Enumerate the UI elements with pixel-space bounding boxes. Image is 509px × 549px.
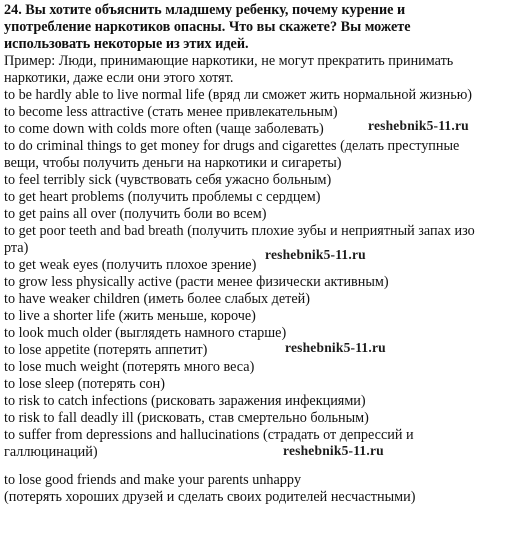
item-line: галлюцинаций) (4, 444, 98, 460)
final-line-2: (потерять хороших друзей и сделать своих родителей несчастными) (4, 489, 416, 505)
item-line: to do criminal things to get money for drugs and cigarettes (делать преступные (4, 138, 460, 154)
exercise-heading-line-3: использовать некоторые из этих идей. (4, 36, 249, 52)
example-line-1: Пример: Люди, принимающие наркотики, не могут прекратить принимать (4, 53, 454, 69)
item-line: to have weaker children (иметь более слабых детей) (4, 291, 310, 307)
item-line: to get heart problems (получить проблемы с сердцем) (4, 189, 321, 205)
exercise-heading-line-2: употребление наркотиков опасны. Что вы скажете? Вы можете (4, 19, 411, 35)
item-line: to suffer from depressions and hallucinations (страдать от депрессий и (4, 427, 414, 443)
item-line: to live a shorter life (жить меньше, короче) (4, 308, 256, 324)
item-line: to lose sleep (потерять сон) (4, 376, 165, 392)
item-line: вещи, чтобы получить деньги на наркотики и сигареты) (4, 155, 342, 171)
watermark: reshebnik5-11.ru (283, 443, 384, 458)
item-line: to come down with colds more often (чаще заболевать) (4, 121, 324, 137)
item-line: to risk to fall deadly ill (рисковать, став смертельно больным) (4, 410, 369, 426)
item-line: to look much older (выглядеть намного старше) (4, 325, 287, 341)
item-line: to get pains all over (получить боли во всем) (4, 206, 267, 222)
item-line: to lose appetite (потерять аппетит) (4, 342, 208, 358)
item-line: to lose much weight (потерять много веса) (4, 359, 255, 375)
item-line: to risk to catch infections (рисковать заражения инфекциями) (4, 393, 366, 409)
item-line: to become less attractive (стать менее привлекательным) (4, 104, 338, 120)
example-line-2: наркотики, даже если они этого хотят. (4, 70, 234, 86)
final-line-1: to lose good friends and make your parents unhappy (4, 472, 302, 488)
item-line: to grow less physically active (расти менее физически активным) (4, 274, 389, 290)
exercise-heading-line-1: 24. Вы хотите объяснить младшему ребенку, почему курение и (4, 2, 406, 18)
item-line: to get weak eyes (получить плохое зрение) (4, 257, 257, 273)
item-line: рта) (4, 240, 29, 256)
item-line: to feel terribly sick (чувствовать себя ужасно больным) (4, 172, 332, 188)
watermark: reshebnik5-11.ru (368, 118, 469, 133)
watermark: reshebnik5-11.ru (265, 247, 366, 262)
item-line: to be hardly able to live normal life (вряд ли сможет жить нормальной жизнью) (4, 87, 473, 103)
item-line: to get poor teeth and bad breath (получить плохие зубы и неприятный запах изо (4, 223, 475, 239)
watermark: reshebnik5-11.ru (285, 340, 386, 355)
